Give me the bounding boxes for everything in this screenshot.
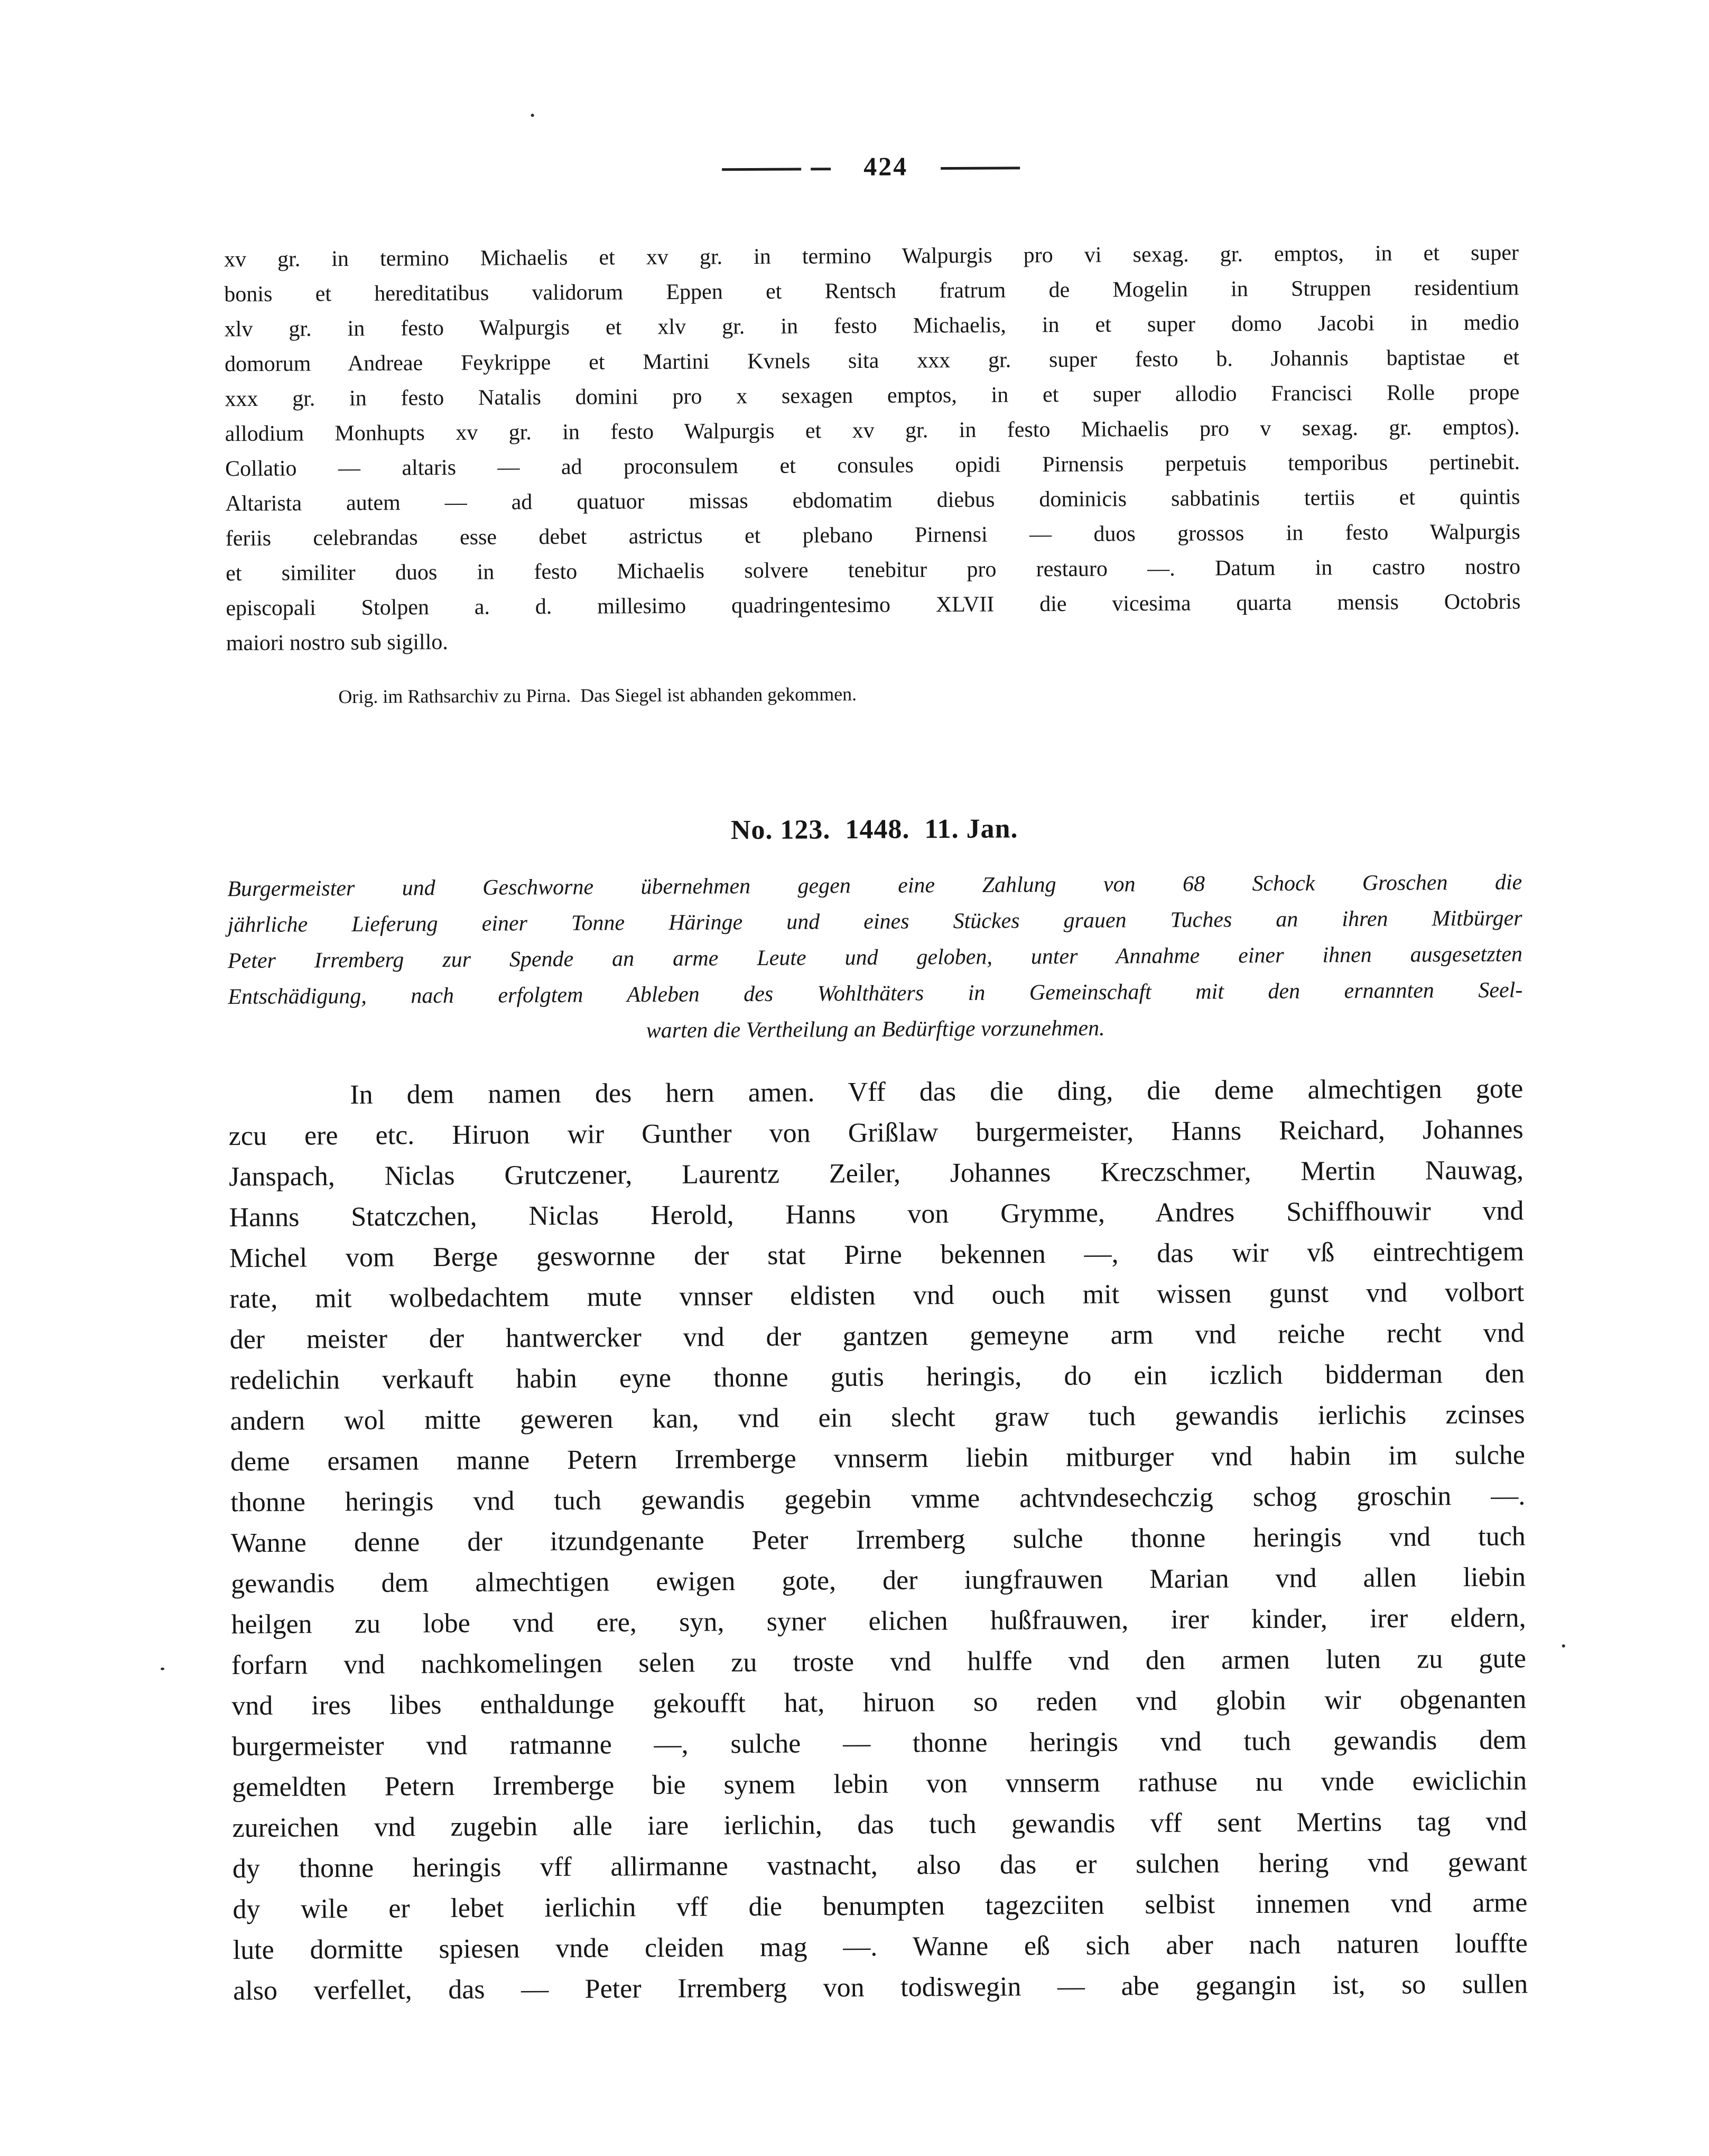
text-line: vnd ires libes enthaldunge gekoufft hat, hiruon so reden vnd globin wir obgenanten — [231, 1684, 1527, 1722]
text-line: forfarn vnd nachkomelingen selen zu troste vnd hulffe vnd den armen luten zu gute — [231, 1643, 1527, 1681]
entry-summary-paragraph — [227, 864, 1523, 1051]
text-line: lute dormitte spiesen vnde cleiden mag —. Wanne eß sich aber nach naturen louffte — [233, 1928, 1528, 1966]
text-line: Burgermeister und Geschworne übernehmen gegen eine Zahlung von 68 Schock Groschen die — [227, 870, 1522, 902]
text-line: gewandis dem almechtigen ewigen gote, der iungfrauwen Marian vnd allen liebin — [230, 1562, 1526, 1599]
entry-body-paragraph — [228, 1068, 1528, 2011]
text-line: Peter Irremberg zur Spende an arme Leute und geloben, unter Annahme einer ihnen ausgesetzten — [227, 942, 1523, 974]
text-line: Collatio — altaris — ad proconsulem et consules opidi Pirnensis perpetuis temporibus pertinebit. — [225, 450, 1520, 482]
text-line: zcu ere etc. Hiruon wir Gunther von Grißlaw burgermeister, Hanns Reichard, Johannes — [228, 1114, 1524, 1152]
header-rule-left — [722, 168, 801, 171]
text-line: warten die Vertheilung an Bedürftige vorzunehmen. — [646, 1016, 1105, 1043]
text-line: dy thonne heringis vff allirmanne vastnacht, also das er sulchen hering vnd gewant — [232, 1847, 1528, 1884]
text-line: redelichin verkauft habin eyne thonne gutis heringis, do ein iczlich bidderman den — [229, 1358, 1525, 1396]
text-line: xxx gr. in festo Natalis domini pro x sexagen emptos, in et super allodio Francisci Rolle prope — [225, 380, 1520, 412]
text-line: rate, mit wolbedachtem mute vnnser eldisten vnd ouch mit wissen gunst vnd volbort — [229, 1277, 1525, 1315]
scan-speck — [161, 1668, 164, 1670]
text-line: dy wile er lebet ierlichin vff die benumpten tagezciiten selbist innemen vnd arme — [233, 1887, 1528, 1925]
text-line: Hanns Statczchen, Niclas Herold, Hanns von Grymme, Andres Schiffhouwir vnd — [229, 1196, 1524, 1233]
text-line: burgermeister vnd ratmanne —, sulche — thonne heringis vnd tuch gewandis dem — [231, 1725, 1527, 1762]
text-line: xlv gr. in festo Walpurgis et xlv gr. in festo Michaelis, in et super domo Jacobi in medio — [224, 310, 1519, 342]
text-line: heilgen zu lobe vnd ere, syn, syner elichen hußfrauwen, irer kinder, irer eldern, — [231, 1603, 1526, 1640]
page-header — [224, 150, 1518, 183]
source-note: Orig. im Rathsarchiv zu Pirna. Das Siegel ist abhanden gekommen. — [338, 683, 857, 708]
text-line: allodium Monhupts xv gr. in festo Walpurgis et xv gr. in festo Michaelis pro v sexag. gr. emptos). — [225, 415, 1520, 447]
header-rule-right — [941, 166, 1020, 170]
scan-speck — [1562, 1644, 1565, 1648]
text-line: andern wol mitte geweren kan, vnd ein slecht graw tuch gewandis ierlichis zcinses — [230, 1399, 1525, 1437]
scan-speck — [531, 114, 534, 117]
text-line: Wanne denne der itzundgenante Peter Irremberg sulche thonne heringis vnd tuch — [230, 1521, 1526, 1559]
text-line: zureichen vnd zugebin alle iare ierlichin, das tuch gewandis vff sent Mertins tag vnd — [232, 1806, 1527, 1844]
text-line: domorum Andreae Feykrippe et Martini Kvnels sita xxx gr. super festo b. Johannis baptistae et — [224, 345, 1520, 377]
text-line: feriis celebrandas esse debet astrictus et plebano Pirnensi — duos grossos in festo Walpurgis — [225, 520, 1520, 551]
text-line: deme ersamen manne Petern Irremberge vnnserm liebin mitburger vnd habin im sulche — [230, 1440, 1526, 1477]
text-line: xv gr. in termino Michaelis et xv gr. in termino Walpurgis pro vi sexag. gr. emptos, in et super — [224, 240, 1519, 272]
text-line: maiori nostro sub sigillo. — [226, 630, 448, 656]
text-line: Michel vom Berge geswornne der stat Pirne bekennen —, das wir vß eintrechtigem — [229, 1236, 1525, 1274]
header-rule-left-short — [811, 168, 831, 170]
text-line: In dem namen des hern amen. Vff das die ding, die deme almechtigen gote — [350, 1074, 1524, 1111]
text-line: Entschädigung, nach erfolgtem Ableben des Wohlthäters in Gemeinschaft mit den ernannten Seel- — [228, 978, 1523, 1010]
text-line: jährliche Lieferung einer Tonne Häringe und eines Stückes grauen Tuches an ihren Mitbürger — [227, 906, 1522, 938]
text-line: bonis et hereditatibus validorum Eppen et Rentsch fratrum de Mogelin in Struppen residentium — [224, 275, 1519, 307]
text-line: der meister der hantwercker vnd der gantzen gemeyne arm vnd reiche recht vnd — [229, 1318, 1525, 1355]
text-line: Janspach, Niclas Grutczener, Laurentz Zeiler, Johannes Kreczschmer, Mertin Nauwag, — [228, 1155, 1524, 1192]
latin-charter-paragraph — [224, 235, 1521, 661]
text-line: gemeldten Petern Irremberge bie synem lebin von vnnserm rathuse nu vnde ewiclichin — [231, 1765, 1527, 1803]
text-line: thonne heringis vnd tuch gewandis gegebin vmme achtvndesechczig schog groschin —. — [230, 1480, 1526, 1518]
page-number: 424 — [863, 151, 908, 181]
text-line: also verfellet, das — Peter Irremberg von todiswegin — abe gegangin ist, so sullen — [233, 1969, 1528, 2006]
text-line: et similiter duos in festo Michaelis solvere tenebitur pro restauro —. Datum in castro nostro — [226, 554, 1521, 586]
text-line: episcopali Stolpen a. d. millesimo quadringentesimo XLVII die vicesima quarta mensis Octobris — [226, 589, 1521, 621]
text-line: Altarista autem — ad quatuor missas ebdomatim diebus dominicis sabbatinis tertiis et quintis — [225, 485, 1520, 516]
entry-heading: No. 123. 1448. 11. Jan. — [730, 813, 1018, 846]
